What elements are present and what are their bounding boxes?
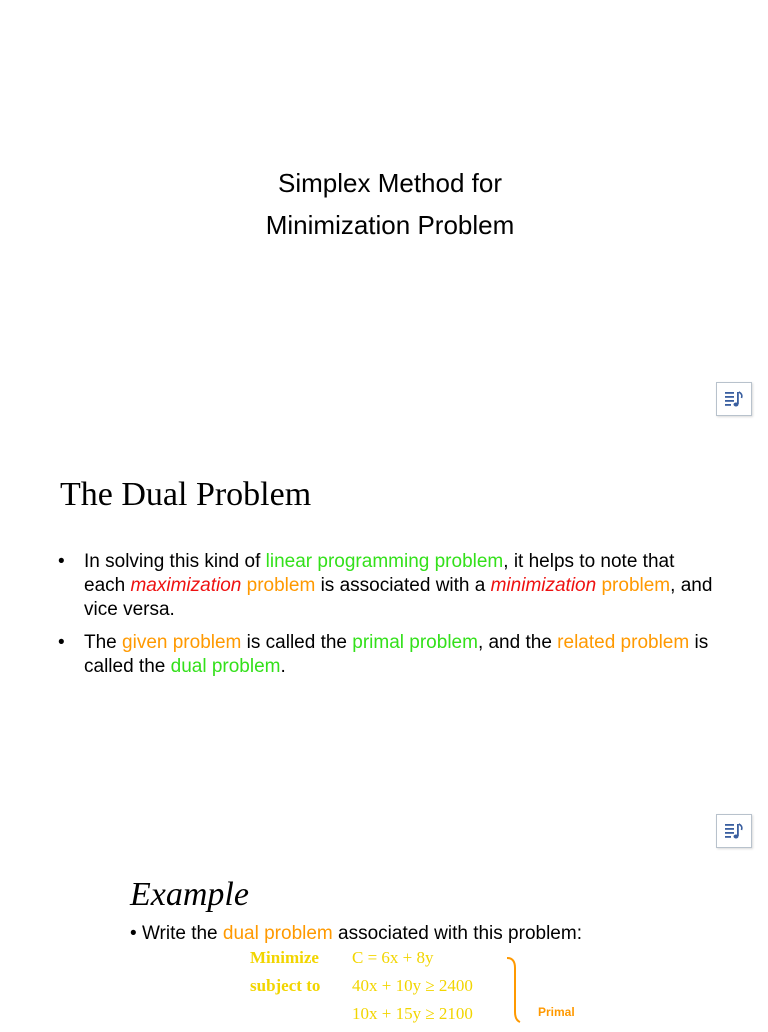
highlight-text: related problem (557, 632, 690, 653)
slide-1 (0, 0, 768, 430)
emphasis-text: maximization (130, 575, 242, 596)
math-block (250, 948, 630, 1032)
highlight-text: problem (601, 575, 671, 596)
text-run: In solving this kind of (84, 551, 266, 572)
text-run: , it helps to note that each (84, 551, 675, 596)
bullet-item (130, 922, 582, 946)
primal-label: Primal (538, 1005, 575, 1019)
text-run: is called the (241, 632, 353, 653)
highlight-text: problem (246, 575, 316, 596)
objective-function: C = 6x + 8y (352, 948, 434, 967)
bullet-marker: • (58, 551, 65, 572)
dual-problem-title: The Dual Problem (60, 476, 312, 513)
title-line-2: Minimization Problem (265, 210, 515, 240)
text-run: The (84, 632, 123, 653)
highlight-text: dual problem (222, 923, 333, 944)
math-row (250, 948, 630, 976)
text-run: , and the (477, 632, 558, 653)
bullet-item (58, 631, 718, 679)
highlight-text: linear programming problem (265, 551, 504, 572)
bullet-marker: • (130, 923, 137, 944)
text-run: Write the (141, 923, 223, 944)
text-run: . (280, 656, 286, 677)
bullet-list (58, 550, 718, 688)
highlight-text: dual problem (170, 656, 281, 677)
brace-icon (504, 956, 524, 1024)
text-run: , and vice versa. (84, 575, 713, 620)
slide-title (0, 162, 768, 246)
math-row (250, 976, 630, 1004)
text-run: is called the (84, 632, 709, 677)
bullet-marker: • (58, 632, 65, 653)
minimize-label: Minimize (250, 948, 319, 967)
subject-to-label: subject to (250, 976, 321, 995)
highlight-text: primal problem (352, 632, 478, 653)
bullet-item (58, 550, 718, 622)
title-line-1: Simplex Method for (278, 168, 502, 198)
speaker-notes-icon[interactable] (716, 382, 752, 416)
constraint-2: 10x + 15y ≥ 2100 (352, 1004, 473, 1023)
text-run: associated with this problem: (332, 923, 582, 944)
constraint-1: 40x + 10y ≥ 2400 (352, 976, 473, 995)
emphasis-text: minimization (490, 575, 597, 596)
text-run: is associated with a (315, 575, 491, 596)
example-title: Example (130, 876, 249, 913)
highlight-text: given problem (122, 632, 242, 653)
speaker-notes-icon[interactable] (716, 814, 752, 848)
